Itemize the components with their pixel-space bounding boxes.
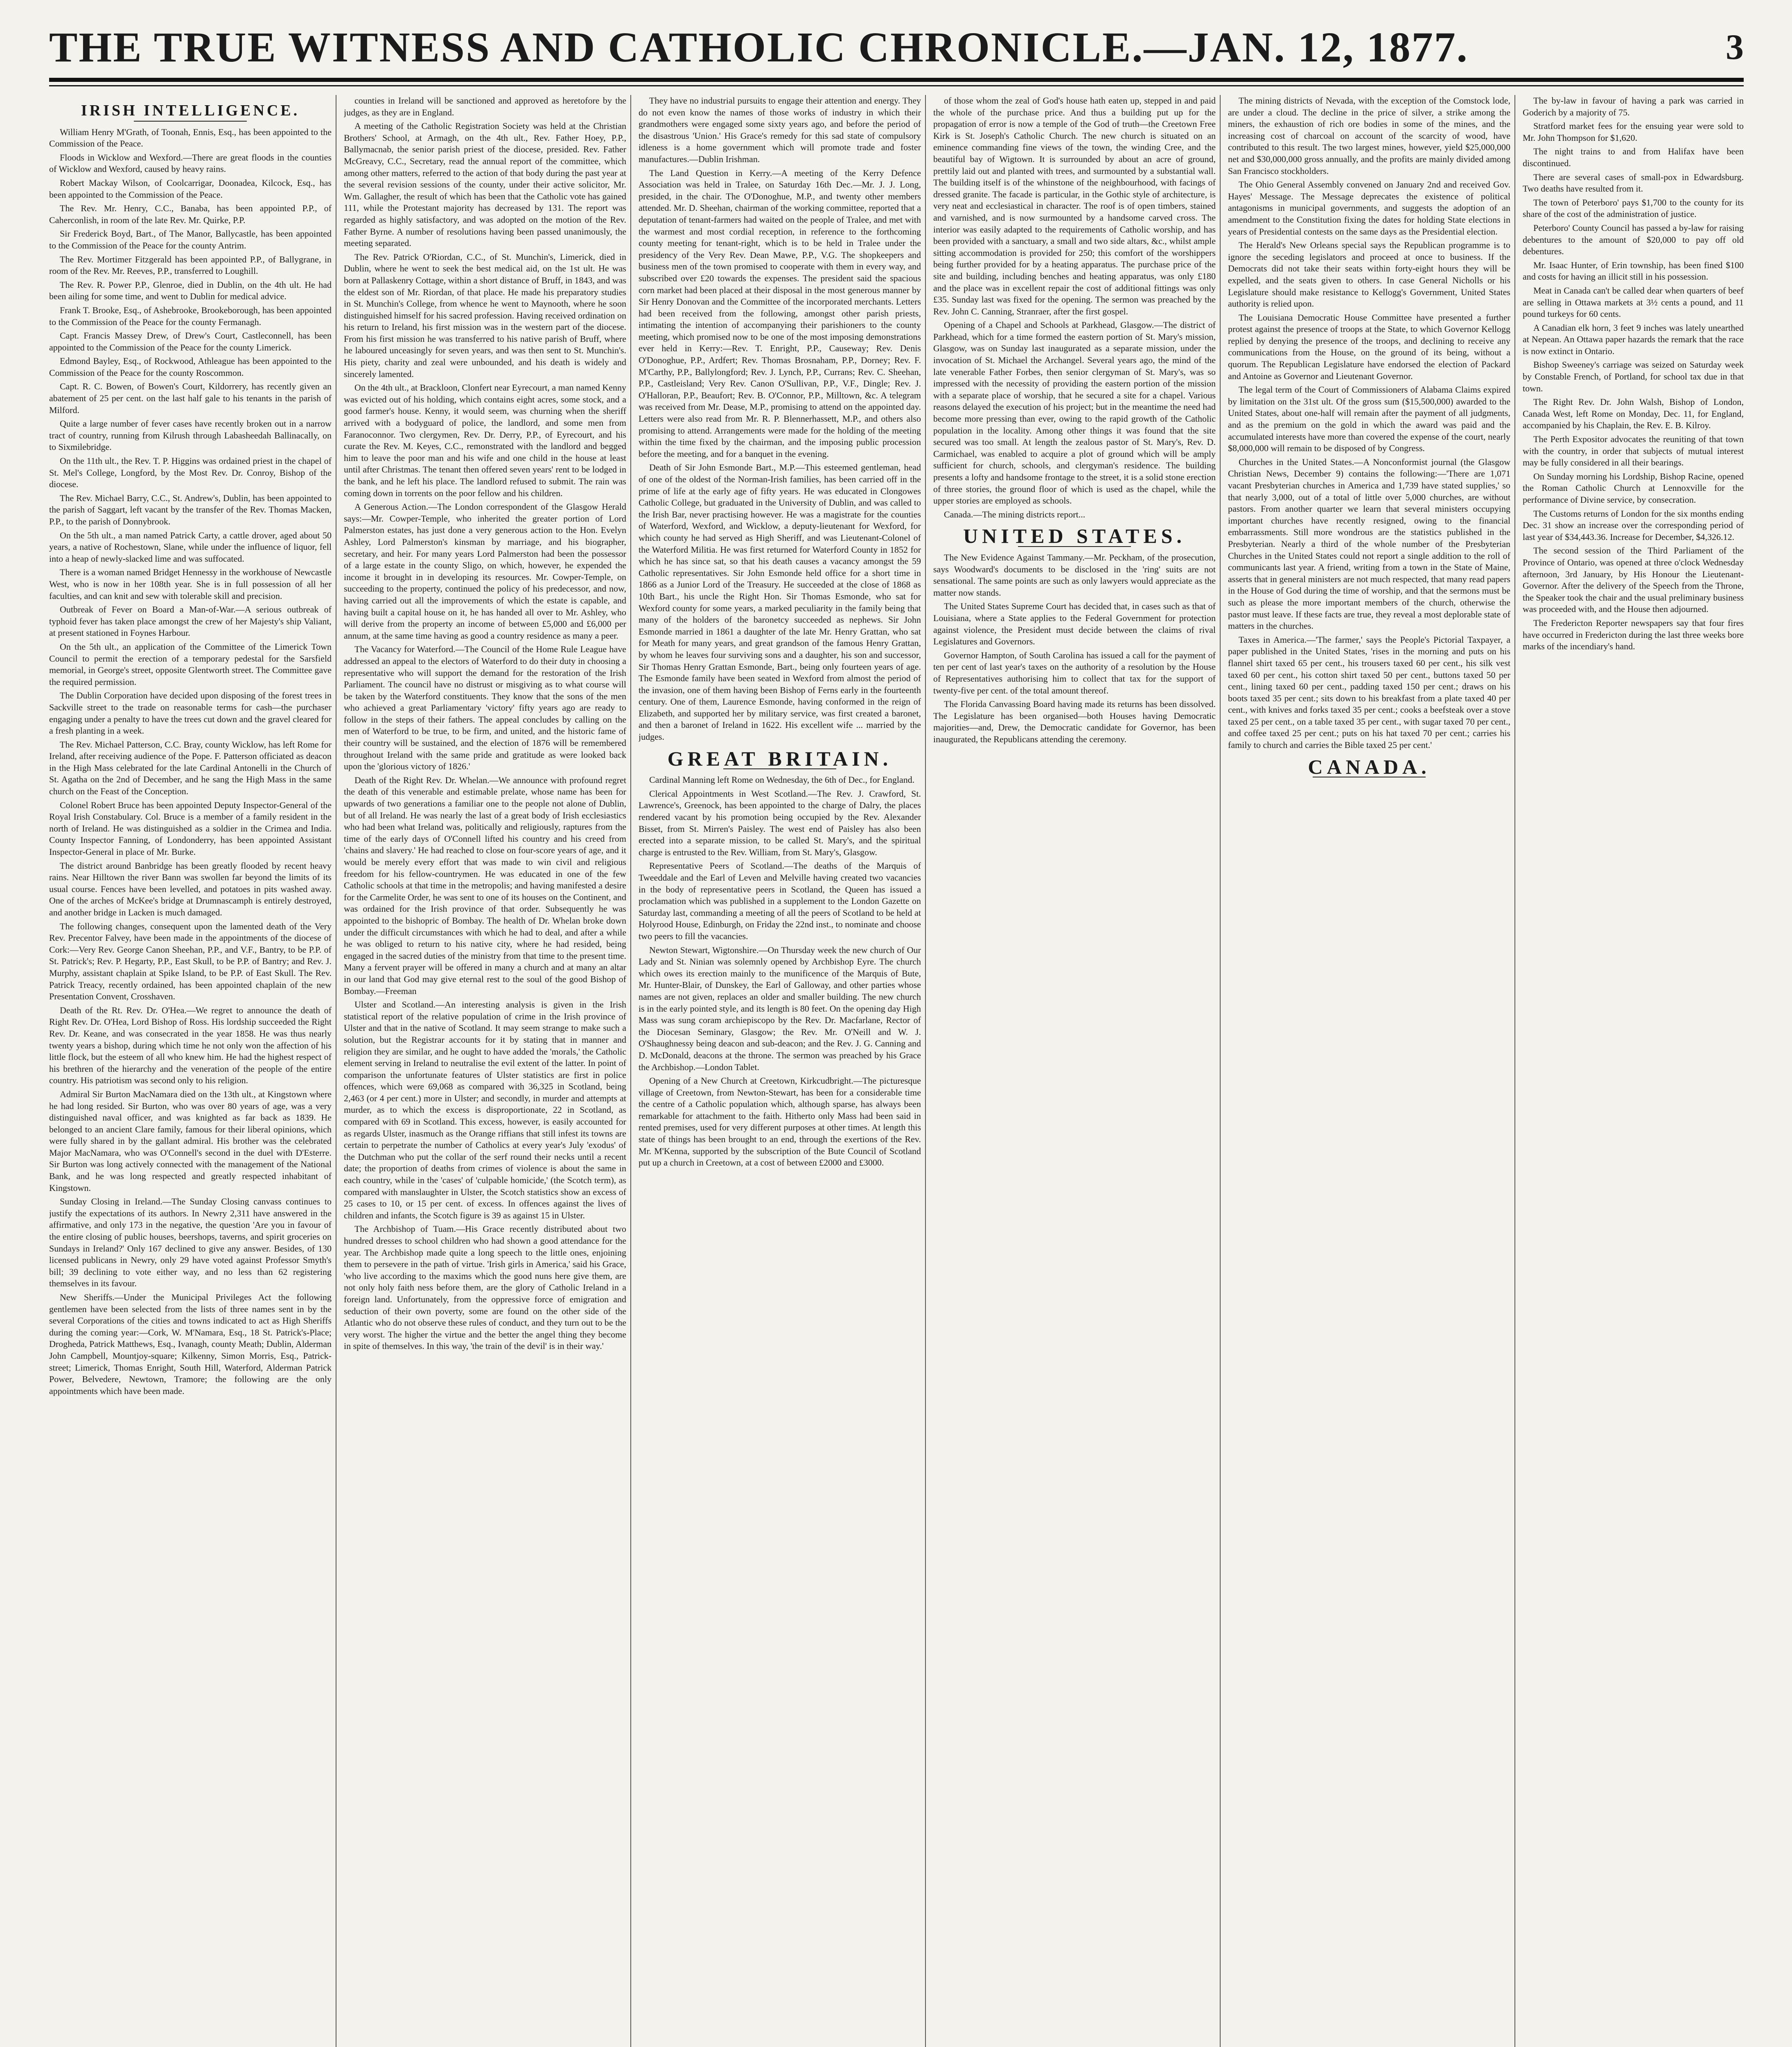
- paragraph: The night trains to and from Halifax have been discontinued.: [1523, 146, 1744, 168]
- paragraph: Frank T. Brooke, Esq., of Ashebrooke, Brookeborough, has been appointed to the Commission of the Peace for the county Fermanagh.: [49, 305, 332, 327]
- paragraph: Meat in Canada can't be called dear when quarters of beef are selling in Ottawa markets at 3½ cents a pound, and 11 pound turkeys for 60 cents.: [1523, 285, 1744, 319]
- paragraph: Governor Hampton, of South Carolina has issued a call for the payment of ten per cent of last year's taxes on the authority of a resolution by the House of Representatives authorising him to collect that tax for the support of twenty-five per cent. of the total amount thereof.: [933, 650, 1216, 696]
- paragraph: Mr. Isaac Hunter, of Erin township, has been fined $100 and costs for having an illicit still in his possession.: [1523, 260, 1744, 282]
- paragraph: The Ohio General Assembly convened on January 2nd and received Gov. Hayes' Message. The Message deprecates the existence of political antagonisms in municipal governments, and suggests the adoption of an amendment to the Constitution fixing the dates for holding State elections in years of Presidential contests on the same days as the Presidential election.: [1228, 179, 1510, 237]
- paragraph: The Florida Canvassing Board having made its returns has been dissolved. The Legislature has been organised—both Houses having Democratic majorities—and, Drew, the Democratic candidate for Governor, has been inaugurated, the Republicans attending the ceremony.: [933, 699, 1216, 744]
- masthead: [49, 16, 1744, 82]
- column-rule: [630, 95, 631, 2047]
- paragraph: On the 5th ult., an application of the Committee of the Limerick Town Council to permit the erection of a temporary pedestal for the Sarsfield memorial, in George's street, opposite Glentworth street. The Committee gave the required permission.: [49, 641, 332, 687]
- paragraph: The Rev. Mortimer Fitzgerald has been appointed P.P., of Ballygrane, in room of the Rev. Mr. Reeves, P.P., transferred to Loughill.: [49, 254, 332, 276]
- column-3: [639, 95, 921, 2047]
- paragraph: The New Evidence Against Tammany.—Mr. Peckham, of the prosecution, says Woodward's documents to be disclosed in the 'ring' suits are not sensational. The same points are such as only lawyers would appreciate as the matter now stands.: [933, 552, 1216, 598]
- paragraph: William Henry M'Grath, of Toonah, Ennis, Esq., has been appointed to the Commission of the Peace.: [49, 127, 332, 149]
- paragraph: Sunday Closing in Ireland.—The Sunday Closing canvass continues to justify the expectations of its authors. In Newry 2,311 have answered in the affirmative, and only 173 in the negative, the question 'Are you in favour of the entire closing of public houses, beershops, taverns, and spirit groceries on Sundays in Ireland?' Only 167 declined to give any answer. Besides, of 130 licensed publicans in Newry, only 29 have voted against Professor Smyth's bill; 39 declining to vote either way, and no less than 62 registering themselves in its favour.: [49, 1196, 332, 1289]
- column-rule: [1514, 95, 1515, 2047]
- paragraph: The Rev. Michael Patterson, C.C. Bray, county Wicklow, has left Rome for Ireland, after receiving audience of the Pope. F. Patterson officiated as deacon in the High Mass celebrated for the late Cardinal Antonelli in the Church of St. Agatha on the 2nd of December, and he sang the High Mass in the same church on the Feast of the Conception.: [49, 739, 332, 797]
- column-1: [49, 95, 332, 2047]
- paragraph: On the 5th ult., a man named Patrick Carty, a cattle drover, aged about 50 years, a native of Rochestown, Slane, while under the influence of liquor, fell into a heap of newly-slacked lime and was suffocated.: [49, 530, 332, 564]
- paragraph: The United States Supreme Court has decided that, in cases such as that of Louisiana, where a State applies to the Federal Government for protection against violence, the President must decide between the claims of rival Legislatures and Governors.: [933, 601, 1216, 647]
- paragraph: Clerical Appointments in West Scotland.—The Rev. J. Crawford, St. Lawrence's, Greenock, has been appointed to the charge of Dalry, the places rendered vacant by his promotion being occupied by the Rev. Alexander Bisset, from St. Mirren's Paisley. The west end of Paisley has also been erected into a separate mission, to be called St. Mary's, and the spiritual charge is entrusted to the Rev. William, from St. Mary's, Glasgow.: [639, 788, 921, 857]
- paragraph: The Rev. Mr. Henry, C.C., Banaba, has been appointed P.P., of Caherconlish, in room of the late Rev. Mr. Quirke, P.P.: [49, 203, 332, 225]
- paragraph: New Sheriffs.—Under the Municipal Privileges Act the following gentlemen have been selected from the lists of three names sent in by the several Corporations of the cities and towns indicated to act as High Sheriffs during the coming year:—Cork, W. M'Namara, Esq., 18 St. Patrick's-Place; Drogheda, Patrick Matthews, Esq., Ivanagh, county Meath; Dublin, Alderman John Campbell, Mountjoy-square; Kilkenny, Simon Morris, Esq., Patrick-street; Limerick, Thomas Enright, South Hill, Waterford, Alderman Patrick Power, Belvedere, Newtown, Tramore; the following are the only appointments which have been made.: [49, 1292, 332, 1396]
- column-5-body: [1228, 95, 1510, 751]
- paragraph: A Canadian elk horn, 3 feet 9 inches was lately unearthed at Nepean. An Ottawa paper hazards the remark that the race is now extinct in Ontario.: [1523, 322, 1744, 356]
- paragraph: The Herald's New Orleans special says the Republican programme is to ignore the seceding legislators and proceed at once to business. If the Democrats did not take their seats within forty-eight hours they will be expelled, and the seats given to others. In case General Nicholls or his Legislature should make resistance to Kellogg's Government, United States authority is relied upon.: [1228, 240, 1510, 309]
- paragraph: Floods in Wicklow and Wexford.—There are great floods in the counties of Wicklow and Wexford, caused by heavy rains.: [49, 152, 332, 174]
- paragraph: There are several cases of small-pox in Edwardsburg. Two deaths have resulted from it.: [1523, 172, 1744, 194]
- masthead-rule: [49, 85, 1744, 86]
- paragraph: Newton Stewart, Wigtonshire.—On Thursday week the new church of Our Lady and St. Ninian was solemnly opened by Archbishop Eyre. The church which owes its erection mainly to the munificence of the Marquis of Bute, Mr. Hunter-Blair, of Dunskey, the Earl of Galloway, and other parties whose names are not given, replaces an older and smaller building. The new church is in the early pointed style, and its length is 80 feet. On the opening day High Mass was sung coram archiepiscopo by the Rev. Dr. Macfarlane, Rector of the Diocesan Seminary, Glasgow; the Rev. Mr. O'Neill and W. J. O'Shaughnessy being deacon and sub-deacon; and the Rev. J. G. Canning and D. McDonald, deacons at the throne. The sermon was preached by his Grace the Archbishop.—London Tablet.: [639, 944, 921, 1072]
- paragraph: The Fredericton Reporter newspapers say that four fires have occurred in Fredericton during the last three weeks bore marks of the incendiary's hand.: [1523, 617, 1744, 652]
- paragraph: Churches in the United States.—A Nonconformist journal (the Glasgow Christian News, December 9) contains the following:—'There are 1,071 vacant Presbyterian churches in America and 1,739 have stated supplies,' so that nearly 3,000, out of a total of little over 5,000 churches, are without pastors. From another quarter we learn that several ministers occupying important churches have recently resigned, owing to the financial embarrassments. Still more wondrous are the statistics published in the Presbyterian. Nearly a third of the whole number of the Presbyterian Churches in the United States could not report a single addition to the roll of communicants last year. A friend, writing from a town in the State of Maine, asserts that in general ministers are not much respected, that many read papers in the House of God during the time of worship, and that the sermons must be such as please the more important members of the church, otherwise the pastor must leave. If these facts are true, they reveal a most deplorable state of matters in the churches.: [1228, 456, 1510, 631]
- column-1-body: [49, 127, 332, 1397]
- column-3-body-top: [639, 95, 921, 743]
- paragraph: There is a woman named Bridget Hennessy in the workhouse of Newcastle West, who is now in her 108th year. She is in full possession of all her faculties, and can knit and sew with tolerable skill and precision.: [49, 567, 332, 601]
- paragraph: The Customs returns of London for the six months ending Dec. 31 show an increase over the corresponding period of last year of $34,443.36. Increase for December, $4,326.12.: [1523, 508, 1744, 542]
- paragraph: A Generous Action.—The London correspondent of the Glasgow Herald says:—Mr. Cowper-Temple, who inherited the greater portion of Lord Palmerston estates, has just done a very generous action to the Hon. Evelyn Ashley, Lord Palmerston's kinsman by marriage, and his biographer, secretary, and heir. For many years Lord Palmerston had been the possessor of a large estate in the county Sligo, on which, however, he expended the income it brought in in developing its resources. Mr. Cowper-Temple, on succeeding to the property, continued the policy of his predecessor, and now, having carried out all the improvements of which the estate is capable, and having built a capital house on it, he has handed all over to Mr. Ashley, who will derive from the property an income of between £5,000 and £6,000 per annum, at the same time having as good a country residence as many a peer.: [344, 502, 626, 641]
- paragraph: The Louisiana Democratic House Committee have presented a further protest against the presence of troops at the State, to which Governor Kellogg replied by denying the presence of the troops, and declining to receive any communications from the House, on the ground of its being, without a quorum. The Republican Legislature have endorsed the election of Packard and Antoine as Governor and Lieutenant Governor.: [1228, 312, 1510, 381]
- column-4-body: [933, 95, 1216, 520]
- paragraph: Cardinal Manning left Rome on Wednesday, the 6th of Dec., for England.: [649, 775, 915, 785]
- column-6-body: [1523, 95, 1744, 653]
- paragraph: Opening of a Chapel and Schools at Parkhead, Glasgow.—The district of Parkhead, which for a time formed the eastern portion of St. Mary's mission, Glasgow, was on Sunday last inaugurated as a separate mission, under the invocation of St. Michael the Archangel. Several years ago, the mind of the late venerable Father Forbes, then senior clergyman of St. Mary's, was so impressed with the necessity of providing the eastern portion of the mission with a separate place of worship, that he secured a site for a chapel. Various reasons delayed the execution of his project; but in the meantime the need had become more pressing than ever, owing to the rapid growth of the Catholic population in the locality. Among other things it was found that the site secured was too small. At length the zealous pastor of St. Mary's, Rev. D. Carmichael, was enabled to acquire a plot of ground which will be amply sufficient for church, schools, and clergyman's residence. The building presents a lofty and handsome frontage to the street, it is a solid stone erection of three stories, the ground floor of which is used as the chapel, while the upper stories are employed as schools.: [933, 320, 1216, 506]
- paragraph: counties in Ireland will be sanctioned and approved as heretofore by the judges, as they are in England.: [344, 95, 626, 117]
- paragraph: The Land Question in Kerry.—A meeting of the Kerry Defence Association was held in Tralee, on Saturday 16th Dec.—Mr. J. J. Long, presided, in the chair. The O'Donoghue, M.P., and twenty other members attended. Mr. D. Sheehan, chairman of the working committee, reported that a deputation of tenant-farmers had waited on the people of Tralee, and met with the warmest and most cordial reception, in reference to the forthcoming county meeting for tenant-right, which is to be held in Tralee under the presidency of the Very Rev. Dean Mawe, P.P., V.G. The shopkeepers and business men of the town promised to cooperate with them in every way, and subscribed over £20 towards the expenses. The president said the spacious corn market had been placed at their disposal in the most generous manner by Sir Henry Donovan and the Committee of the incorporated merchants. Letters had been received from the following, amongst other parish priests, intimating the intention of accompanying their parishioners to the county meeting, which promised now to be one of the most imposing demonstrations ever held in Kerry:—Rev. T. Enright, P.P., Causeway; Rev. Denis O'Donoghue, P.P., Ardfert; Rev. Thomas Brosnaham, P.P., Dorney; Rev. F. M'Carthy, P.P., Ballylongford; Rev. J. Lynch, P.P., Currans; Rev. C. Sheehan, P.P., Castleisland; Very Rev. Canon O'Sullivan, P.P., V.F., Dingle; Rev. J. O'Halloran, P.P., Beaufort; Rev. B. O'Connor, P.P., Milltown, &c. A telegram was received from Mr. Dease, M.P., promising to attend on the appointed day. Letters were also read from Mr. R. P. Blennerhassett, M.P., and others also promising to attend. Arrangements were made for the holding of the meeting within the time fixed by the chairman, and the imposing public procession before the meeting, and for a banquet in the evening.: [639, 167, 921, 459]
- paragraph: The Rev. R. Power P.P., Glenroe, died in Dublin, on the 4th ult. He had been ailing for some time, and went to Dublin for medical advice.: [49, 279, 332, 302]
- paragraph: On the 11th ult., the Rev. T. P. Higgins was ordained priest in the chapel of St. Mel's College, Longford, by the Most Rev. Dr. Conroy, Bishop of the diocese.: [49, 456, 332, 490]
- paragraph: The Perth Expositor advocates the reuniting of that town with the country, in order that subjects of mutual interest may be fully considered in all their bearings.: [1523, 434, 1744, 468]
- paragraph: The second session of the Third Parliament of the Province of Ontario, was opened at three o'clock Wednesday afternoon, 3rd January, by His Honour the Lieutenant-Governor. After the delivery of the Speech from the Throne, the Speaker took the chair and the usual preliminary business was proceeded with, and the House then adjourned.: [1523, 545, 1744, 615]
- paragraph: The legal term of the Court of Commissioners of Alabama Claims expired by limitation on the 31st ult. Of the gross sum ($15,500,000) awarded to the United States, about one-half will remain after the payment of all judgments, and as the premium on the gold in which the award was paid and the accumulated interests have more than covered the expense of the court, nearly $8,000,000 will remain to be disposed of by Congress.: [1228, 384, 1510, 454]
- paragraph: The Rev. Patrick O'Riordan, C.C., of St. Munchin's, Limerick, died in Dublin, where he went to seek the best medical aid, on the 1st ult. He was born at Pallaskenry Cottage, within a short distance of Bruff, in 1843, and was the eldest son of Mr. Riordan, of that place. He made his preparatory studies in St. Munchin's College, from whence he went to Maynooth, where he soon distinguished himself for his sacred profession. Having received ordination on his return to Ireland, his first mission was in the western part of the diocese. From his first mission he was transferred to his native parish of Bruff, where he laboured unceasingly for seven years, and was then sent to St. Munchin's. His piety, charity and zeal were unbounded, and his death is widely and sincerely lamented.: [344, 251, 626, 379]
- paragraph: Opening of a New Church at Creetown, Kirkcudbright.—The picturesque village of Creetown, from Newton-Stewart, has been for a considerable time the centre of a Catholic population which, although sparse, has always been remarkable for attachment to the faith. Hitherto only Mass had been said in rented premises, used for very different purposes at other times. At length this state of things has been brought to an end, through the exertions of the Rev. Mr. M'Kenna, supported by the subscription of the Bute Council of Scotland put up a church in Creetown, at a cost of between £2000 and £3000.: [639, 1075, 921, 1168]
- column-rule: [925, 95, 926, 2047]
- paragraph: Admiral Sir Burton MacNamara died on the 13th ult., at Kingstown where he had long resided. Sir Burton, who was over 80 years of age, was a very distinguished naval officer, and was knighted as far back as 1839. He belonged to an ancient Clare family, famous for their liberal opinions, which were fully shared in by the gallant admiral. His brother was the celebrated Major MacNamara, who was O'Connell's second in the duel with D'Esterre. Sir Burton was long actively connected with the management of the National Bank, and he was long respected and greatly respected inhabitant of Kingstown.: [49, 1089, 332, 1193]
- column-2-body: [344, 95, 626, 1352]
- masthead-title: THE TRUE WITNESS AND CATHOLIC CHRONICLE.—JAN. 12, 1877.: [49, 23, 1469, 71]
- paragraph: Bishop Sweeney's carriage was seized on Saturday week by Constable French, of Portland, for school tax due in that town.: [1523, 359, 1744, 393]
- paragraph: Peterboro' County Council has passed a by-law for raising debentures to the amount of $20,000 to pay off old debentures.: [1523, 222, 1744, 257]
- page-number: 3: [1726, 27, 1744, 67]
- paragraph: Capt. R. C. Bowen, of Bowen's Court, Kildorrery, has recently given an abatement of 25 per cent. on the last half gale to his tenants in the parish of Milford.: [49, 381, 332, 415]
- paragraph: Death of the Rt. Rev. Dr. O'Hea.—We regret to announce the death of Right Rev. Dr. O'Hea, Lord Bishop of Ross. His lordship succeeded the Right Rev. Dr. Keane, and was consecrated in the year 1858. He was thus nearly twenty years a bishop, during which time he not only won the affection of his little flock, but the esteem of all who knew him. He had the highest respect of his brethren of the hierarchy and the veneration of the people of the entire country. His patriotism was second only to his religion.: [49, 1005, 332, 1086]
- paragraph: of those whom the zeal of God's house hath eaten up, stepped in and paid the whole of the purchase price. And thus a building put up for the propagation of error is now a temple of the God of truth—the Creetown Free Kirk is St. Joseph's Catholic Church. The new church is situated on an eminence commanding fine views of the town, the winding Cree, and the beautiful bay of Wigtown. It is surrounded by about an acre of ground, prettily laid out and planted with trees, and surmounted by a substantial wall. The building itself is of the whinstone of the neighbourhood, with facings of dressed granite. The facade is particular, in the Gothic style of architecture, is very neat and ecclesiastical in character. The roof is of open timbers, stained and varnished, and is now surmounted by a handsome carved cross. The interior was easily adapted to the requirements of Catholic worship, and has been provided with a sanctuary, a small and two side altars, &c., whilst ample sitting accommodation is provided for 250; this comfort of the worshippers being further provided for by a heating apparatus. The purchase price of the site and building, including benches and heating apparatus, was only £180 and the place was in excellent repair the cost of additional fittings was only £35. Sunday last was fixed for the opening. The sermon was preached by the Rev. John C. Canning, Stranraer, after the first gospel.: [933, 95, 1216, 316]
- paragraph: Quite a large number of fever cases have recently broken out in a narrow tract of country, running from Kilrush through Labasheedah Ballinacally, on to Sixmilebridge.: [49, 418, 332, 452]
- column-5: [1228, 95, 1510, 2047]
- paragraph: On Sunday morning his Lordship, Bishop Racine, opened the Roman Catholic Church at Lennoxville for the performance of Divine service, by consecration.: [1523, 471, 1744, 505]
- paragraph: Capt. Francis Massey Drew, of Drew's Court, Castleconnell, has been appointed to the Commission of the Peace for the county Limerick.: [49, 330, 332, 352]
- paragraph: Taxes in America.—'The farmer,' says the People's Pictorial Taxpayer, a paper published in the United States, 'rises in the morning and puts on his flannel shirt taxed 65 per cent., his trousers taxed 60 per cent., his silk vest taxed 60 per cent., his cotton shirt taxed 50 per cent., buttons taxed 50 per cent., lining taxed 60 per cent., padding taxed 150 per cent.; draws on his boots taxed 35 per cent.; sits down to his breakfast from a plate taxed 40 per cent., with knives and forks taxed 35 per cent.; cooks a beefsteak over a stove taxed 25 per cent., on a table taxed 35 per cent., with sugar taxed 70 per cent., and coffee taxed 25 per cent.; puts on his hat taxed 70 per cent.; carries his family to church and carries the Bible taxed 25 per cent.': [1228, 634, 1510, 750]
- paragraph: Death of Sir John Esmonde Bart., M.P.—This esteemed gentleman, head of one of the oldest of the Norman-Irish families, has been carried off in the prime of life at the early age of fifty years. He was educated in Clongowes Catholic College, but graduated in the University of Dublin, and was called to the Irish Bar, never practising however. He was a magistrate for the counties of Waterford, Wexford, and Wicklow, a deputy-lieutenant for Wexford, for which county he had served as High Sheriff, and was Lieutenant-Colonel of the Waterford Militia. He was first returned for Waterford County in 1852 for which he has since sat, so that his death causes a vacancy amongst the 59 Catholic representatives. Sir John Esmonde held office for a short time in 1866 as a Junior Lord of the Treasury. He succeeded at the close of 1868 as 10th Bart., his uncle the Right Hon. Sir Thomas Esmonde, who sat for Wexford county for some years, a marked peculiarity in the family being that many of the holders of the baronetcy succeeded as nephews. Sir John Esmonde married in 1861 a daughter of the late Mr. Henry Grattan, who sat for Meath for many years, and great grandson of the famous Henry Grattan, by whom he leaves four surviving sons and a daughter, his son and successor, Sir Thomas Henry Grattan Esmonde, Bart., being only fourteen years of age. The Esmonde family have been seated in Wexford from almost the period of the invasion, one of them having been Bishop of Ferns early in the fourteenth century. One of them, Laurence Esmonde, having conformed in the reign of Elizabeth, and supported her by military service, was first created a baronet, and then a baronet of Ireland in 1622. His excellent wife ... married by the judges.: [639, 462, 921, 742]
- column-rule: [1220, 95, 1221, 2047]
- section-heading-canada: CANADA.: [1308, 755, 1431, 778]
- paragraph: The Dublin Corporation have decided upon disposing of the forest trees in Sackville street to the trade on reasonable terms for cash—the purchaser engaging under a penalty to have the trees cut down and the gravel cleared for a fresh planting in a week.: [49, 690, 332, 736]
- paragraph: Colonel Robert Bruce has been appointed Deputy Inspector-General of the Royal Irish Constabulary. Col. Bruce is a member of a family resident in the north of Ireland. He was distinguished as a soldier in the Crimea and India. County Inspector Fanning, of Londonderry, has been appointed Assistant Inspector-General in place of Mr. Burke.: [49, 800, 332, 857]
- section-heading-great-britain: GREAT BRITAIN.: [667, 747, 892, 770]
- paragraph: They have no industrial pursuits to engage their attention and energy. They do not even know the names of those works of industry in which their grandmothers were engaged some sixty years ago, and before the period of the disastrous 'Union.' His Grace's remedy for this sad state of compulsory idleness is a home government which will promote trade and foster manufactures.—Dublin Irishman.: [639, 95, 921, 164]
- paragraph: Outbreak of Fever on Board a Man-of-War.—A serious outbreak of typhoid fever has taken place amongst the crew of her Majesty's ship Valiant, at present stationed in Foynes Harbour.: [49, 604, 332, 638]
- paragraph: The by-law in favour of having a park was carried in Goderich by a majority of 75.: [1523, 95, 1744, 117]
- paragraph: Sir Frederick Boyd, Bart., of The Manor, Ballycastle, has been appointed to the Commission of the Peace for the county Antrim.: [49, 228, 332, 251]
- column-4: [933, 95, 1216, 2047]
- paragraph: Canada.—The mining districts report...: [944, 509, 1086, 520]
- paragraph: Death of the Right Rev. Dr. Whelan.—We announce with profound regret the death of this venerable and estimable prelate, whose name has been for upwards of two generations a familiar one to the people not alone of Dublin, but of all Ireland. He was nearly the last of a great body of Irish ecclesiastics who had been what Ireland was, politically and religiously, raptures from the time of the early days of O'Connell lifted his country and his creed from 'chains and slavery.' He had reached to close on four-score years of age, and it would be merely every effort that was made to win civil and religious freedom for his fellow-countrymen. He was educated in one of the few Catholic schools at that time in the metropolis; and having manifested a desire for the Carmelite Order, he was sent to one of its houses on the Continent, and was ordained for the Irish province of that order. Subsequently he was appointed to the bishopric of Bombay. The health of Dr. Whelan broke down under the difficult circumstances with which he had to deal, and after a while he was obliged to return to his native city, where he had resided, being engaged in the sacred duties of the ministry from that time to the present time. Many a fervent prayer will be offered in many a church and at many an altar in our land that God may give eternal rest to the soul of the good Bishop of Bombay.—Freeman: [344, 775, 626, 996]
- paragraph: Edmond Bayley, Esq., of Rockwood, Athleague has been appointed to the Commission of the Peace for the county Roscommon.: [49, 356, 332, 378]
- paragraph: Robert Mackay Wilson, of Coolcarrigar, Doonadea, Kilcock, Esq., has been appointed to the Commission of the Peace.: [49, 177, 332, 200]
- paragraph: Stratford market fees for the ensuing year were sold to Mr. John Thompson for $1,620.: [1523, 121, 1744, 143]
- paragraph: The Archbishop of Tuam.—His Grace recently distributed about two hundred dresses to school children who had shown a good attendance for the year. The Archbishop made quite a long speech to the little ones, enjoining them to persevere in the path of virtue. 'Irish girls in America,' said his Grace, 'who live according to the maxims which the good nuns here give them, are not only holy faith ness before them, are the glory of Catholic Ireland in a foreign land. Unfortunately, from the oppressive force of emigration and seduction of their own poverty, some are found on the other side of the Atlantic who do not observe these rules of conduct, and they turn out to be the very worst. The higher the virtue and the better the angel thing they become in spite of themselves. In this way, 'the train of the devil' is in their way.': [344, 1224, 626, 1351]
- section-heading-united-states: UNITED STATES.: [963, 524, 1186, 548]
- paragraph: The following changes, consequent upon the lamented death of the Very Rev. Precentor Falvey, have been made in the appointments of the diocese of Cork:—Very Rev. George Canon Sheehan, P.P., and V.F., Bantry, to be P.P. of St. Patrick's; Rev. P. Hegarty, P.P., East Skull, to be P.P. of Bantry; and Rev. J. Murphy, assistant chaplain at Spike Island, to be P.P. of East Skull. The Rev. Patrick Treacy, recently ordained, has been appointed chaplain of the new Presentation Convent, Crosshaven.: [49, 921, 332, 1002]
- paragraph: The Vacancy for Waterford.—The Council of the Home Rule League have addressed an appeal to the electors of Waterford to do their duty in choosing a representative who will support the demand for the restoration of the Irish Parliament. The council have no distrust or misgiving as to what course will be taken by the Waterford constituents. They know that the sons of the men who achieved a great Parliamentary 'victory' fifty years ago are ready to follow in the steps of their fathers. The appeal concludes by calling on the men of Waterford to be true, to be firm, and united, and the historic fame of their country will be sustained, and the election of 1876 will be remembered throughout Ireland with the same pride and gratitude as were looked back upon the 'glorious victory of 1826.': [344, 644, 626, 772]
- section-rule: [134, 121, 247, 122]
- paragraph: Representative Peers of Scotland.—The deaths of the Marquis of Tweeddale and the Earl of Leven and Melville having created two vacancies in the body of representative peers in Scotland, the Queen has issued a proclamation which was published in a supplement to the London Gazette on Saturday last, commanding a meeting of all the peers of Scotland to be held at Holyrood House, Edinburgh, on Friday the 22nd inst., to nominate and choose two peers to fill the vacancies.: [639, 861, 921, 941]
- paragraph: Ulster and Scotland.—An interesting analysis is given in the Irish statistical report of the relative population of crime in the Irish province of Ulster and that in the native of Scotland. It may seem strange to make such a solution, but the Registrar accounts for it by stating that in manner and religion they are similar, and he ought to have added the 'morals,' the Catholic element serving in Ireland to neutralise the evil extent of the latter. In point of comparison the unfortunate features of Ulster statistics are first in police offences, which were 69,068 as compared with 36,325 in Scotland, being 2,463 (or 4 per cent.) more in Ulster; and secondly, in murder and attempts at murder, as to which the excess is disproportionate, 22 in Scotland, as compared with 69 in Scotland. This excess, however, is easily accounted for as regards Ulster, inasmuch as the Orange riffians that still infest its towns are certain to perpetrate the number of Catholics at every year's July 'exodus' of the Dutchman who put the collar of the serf round their necks until a recent date; the proportion of deaths from crimes of violence is about the same in each country, while in the 'cases' of 'culpable homicide,' (the Scotch term), as compared with manslaughter in Ulster, the Scotch statistics show an excess of 25 cases to 10, or 15 per cent. of excess. In offences against the lives of children and infants, the Scotch figure is 39 as against 15 in Ulster.: [344, 999, 626, 1220]
- column-2: [344, 95, 626, 2047]
- paragraph: The district around Banbridge has been greatly flooded by recent heavy rains. Near Hilltown the river Bann was swollen far beyond the limits of its usual course. Fences have been levelled, and potatoes in pits washed away. One of the arches of McKee's bridge at Drumnascamph is entirely destroyed, and another bridge in Lacken is much damaged.: [49, 860, 332, 917]
- paragraph: The mining districts of Nevada, with the exception of the Comstock lode, are under a cloud. The decline in the price of silver, a strike among the miners, the exhaustion of rich ore bodies in some of the mines, and the increasing cost of charcoal on account of the scarcity of wood, have contributed to this result. The two largest mines, however, yield $25,000,000 net and $30,000,000 gross annually, and the profits are mainly divided among San Francisco stockholders.: [1228, 95, 1510, 176]
- paragraph: The Rev. Michael Barry, C.C., St. Andrew's, Dublin, has been appointed to the parish of Saggart, left vacant by the transfer of the Rev. Thomas Macken, P.P., to the parish of Donnybrook.: [49, 493, 332, 526]
- paragraph: The Right Rev. Dr. John Walsh, Bishop of London, Canada West, left Rome on Monday, Dec. 11, for England, accompanied by his Chaplain, the Rev. E. B. Kilroy.: [1523, 397, 1744, 431]
- paragraph: The town of Peterboro' pays $1,700 to the county for its share of the cost of the administration of justice.: [1523, 197, 1744, 219]
- paragraph: A meeting of the Catholic Registration Society was held at the Christian Brothers' School, at Armagh, on the 4th ult., Rev. Father Hoey, P.P., Ballymacnab, the senior parish priest of the diocese, presided. Rev. Father McGreavy, C.C., Secretary, read the annual report of the committee, which among other matters, referred to the action of that body during the past year at the several revision sessions of the county, under their active solicitor, Mr. Wm. Gallagher, the result of which has been that the Catholic vote has gained 111, while the Protestant majority has decreased by 131. The report was regarded as highly satisfactory, and was adopted on the motion of the Rev. Father Byrne. A number of resolutions having been passed unanimously, the meeting separated.: [344, 121, 626, 249]
- section-heading-irish: IRISH INTELLIGENCE.: [81, 102, 300, 119]
- column-3-body-bottom: [639, 774, 921, 1169]
- paragraph: On the 4th ult., at Brackloon, Clonfert near Eyrecourt, a man named Kenny was evicted out of his holding, which contains eight acres, some stock, and a good farmer's house. Kenny, it would seem, was churning when the sheriff arrived with a bodyguard of police, the landlord, and some men from Faranoconnor. Two clergymen, Rev. Dr. Derry, P.P., of Eyrecourt, and his curate the Rev. M. Keyes, C.C., remonstrated with the landlord and begged him to leave the poor man and his wife and one child in the house at least until after Christmas. The tenant then offered seven years' rent to be lodged in the bank, and he left his place. The landlord refused to submit. The rain was coming down in torrents on the poor fellow and his children.: [344, 382, 626, 498]
- column-6: [1523, 95, 1744, 2047]
- united-states-body: [933, 552, 1216, 746]
